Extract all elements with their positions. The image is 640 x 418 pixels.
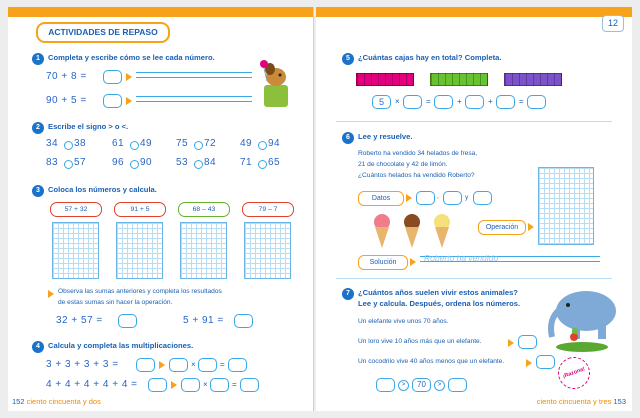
arrow-icon xyxy=(410,258,416,266)
compare-left: 71 xyxy=(240,157,253,168)
page-name-right: ciento cincuenta y tres xyxy=(536,397,612,406)
calc-grid[interactable] xyxy=(52,222,99,279)
ex3-calc-1: 32 + 57 = xyxy=(56,315,103,326)
footer-right xyxy=(537,397,626,406)
arrow-icon xyxy=(171,381,177,389)
equals-sign: = xyxy=(519,97,524,106)
answer-box[interactable] xyxy=(496,95,515,109)
section-header: ACTIVIDADES DE REPASO xyxy=(36,22,170,43)
ex3-calc-2: 5 + 91 = xyxy=(183,315,224,326)
times-sign: × xyxy=(191,360,196,369)
exercise-3-question: Coloca los números y calcula. xyxy=(48,185,157,194)
ice-cream-illustration xyxy=(368,210,456,252)
sign-circle[interactable] xyxy=(194,160,203,169)
page-number-right: 153 xyxy=(613,397,626,406)
answer-box[interactable] xyxy=(103,70,122,84)
ex6-text-2: 21 de chocolate y 42 de limón. xyxy=(358,161,448,168)
sign-circle[interactable] xyxy=(258,160,267,169)
answer-box[interactable] xyxy=(234,314,253,328)
ex7-sentence-1: Un elefante vive unos 70 años. xyxy=(358,318,449,325)
exercise-4-question: Calcula y completa las multiplicaciones. xyxy=(48,341,194,350)
compare-right: 94 xyxy=(268,138,281,149)
right-page xyxy=(316,7,632,411)
equals-sign: = xyxy=(426,97,431,106)
answer-box-filled[interactable]: 5 xyxy=(372,95,391,109)
arrow-icon xyxy=(526,359,532,367)
compare-left: 34 xyxy=(46,138,59,149)
exercise-7-question-2: Lee y calcula. Después, ordena los números. xyxy=(358,299,521,308)
arrow-icon xyxy=(508,339,514,347)
answer-box[interactable] xyxy=(434,95,453,109)
compare-right: 49 xyxy=(140,138,153,149)
compare-right: 65 xyxy=(268,157,281,168)
sign-circle[interactable] xyxy=(194,141,203,150)
exercise-1-question: Completa y escribe cómo se lee cada número. xyxy=(48,53,215,62)
ex7-sentence-3: Un cocodrilo vive 40 años menos que un elefante. xyxy=(358,358,505,365)
compare-left: 83 xyxy=(46,157,59,168)
greater-sign: > xyxy=(434,380,445,391)
box-group xyxy=(504,73,562,86)
operation-pill: 91 + 5 xyxy=(114,202,166,217)
answer-box[interactable] xyxy=(148,378,167,392)
answer-box-filled[interactable]: 70 xyxy=(412,378,431,392)
sign-circle[interactable] xyxy=(64,141,73,150)
answer-box[interactable] xyxy=(169,358,188,372)
ex4-sum-2: 4 + 4 + 4 + 4 + 4 = xyxy=(46,379,138,390)
exercise-4-number: 4 xyxy=(32,341,44,353)
greater-sign: > xyxy=(398,380,409,391)
answer-box[interactable] xyxy=(210,378,229,392)
compare-left: 61 xyxy=(112,138,125,149)
plus-sign: + xyxy=(488,97,493,106)
compare-right: 38 xyxy=(74,138,87,149)
left-page xyxy=(8,7,314,411)
answer-box[interactable] xyxy=(527,95,546,109)
top-bar xyxy=(8,7,313,17)
arrow-icon xyxy=(126,97,132,105)
calc-grid[interactable] xyxy=(180,222,227,279)
solucion-label: Solución xyxy=(358,255,408,270)
times-sign: × xyxy=(395,97,400,106)
datos-label: Datos xyxy=(358,191,404,206)
arrow-icon xyxy=(528,223,534,231)
calc-grid[interactable] xyxy=(538,167,594,245)
operation-pill: 57 + 32 xyxy=(50,202,102,217)
answer-box[interactable] xyxy=(443,191,462,205)
ex1-op-2: 90 + 5 = xyxy=(46,95,87,106)
compare-right: 84 xyxy=(204,157,217,168)
ex7-sentence-2: Un loro vive 10 años más que un elefante. xyxy=(358,338,482,345)
top-bar xyxy=(316,7,632,17)
answer-box[interactable] xyxy=(181,378,200,392)
compare-right: 57 xyxy=(74,157,87,168)
arrow-icon xyxy=(126,73,132,81)
box-group xyxy=(430,73,488,86)
calc-grid[interactable] xyxy=(116,222,163,279)
equals-sign: = xyxy=(232,380,237,389)
arrow-icon xyxy=(159,361,165,369)
answer-box[interactable] xyxy=(376,378,395,392)
exercise-2-question: Escribe el signo > o <. xyxy=(48,122,129,131)
page-number-left: 152 xyxy=(12,397,25,406)
ex6-text-3: ¿Cuántos helados ha vendido Roberto? xyxy=(358,172,475,179)
comma: , xyxy=(437,193,439,200)
answer-box[interactable] xyxy=(228,358,247,372)
sign-circle[interactable] xyxy=(130,160,139,169)
answer-box[interactable] xyxy=(240,378,259,392)
arrow-icon xyxy=(406,194,412,202)
animals-illustration xyxy=(542,285,626,355)
sign-circle[interactable] xyxy=(258,141,267,150)
answer-box[interactable] xyxy=(103,94,122,108)
answer-box[interactable] xyxy=(536,355,555,369)
exercise-5-number: 5 xyxy=(342,53,354,65)
compare-left: 49 xyxy=(240,138,253,149)
calc-grid[interactable] xyxy=(244,222,291,279)
divider xyxy=(336,278,612,279)
ex6-text-1: Roberto ha vendido 34 helados de fresa, xyxy=(358,150,478,157)
box-group xyxy=(356,73,414,86)
reason-stamp: ¡Razona! xyxy=(553,352,594,393)
exercise-6-question: Lee y resuelve. xyxy=(358,132,413,141)
ex3-note-line2: de estas sumas sin hacer la operación. xyxy=(58,299,173,306)
exercise-7-question-1: ¿Cuántos años suelen vivir estos animales? xyxy=(358,288,518,297)
sign-circle[interactable] xyxy=(130,141,139,150)
solution-hint: Roberto ha vendido xyxy=(424,253,499,263)
and-word: y xyxy=(465,194,469,201)
exercise-6-number: 6 xyxy=(342,132,354,144)
arrow-icon xyxy=(48,290,54,298)
dog-illustration xyxy=(258,55,294,111)
answer-box[interactable] xyxy=(403,95,422,109)
ex3-note-line1: Observa las sumas anteriores y completa los resultados xyxy=(58,288,222,295)
operation-pill: 79 – 7 xyxy=(242,202,294,217)
exercise-7-number: 7 xyxy=(342,288,354,300)
exercise-1-number: 1 xyxy=(32,53,44,65)
answer-box[interactable] xyxy=(448,378,467,392)
exercise-2-number: 2 xyxy=(32,122,44,134)
footer-left xyxy=(12,397,101,406)
answer-box[interactable] xyxy=(465,95,484,109)
answer-box[interactable] xyxy=(473,191,492,205)
compare-left: 96 xyxy=(112,157,125,168)
operation-pill: 68 – 43 xyxy=(178,202,230,217)
answer-box[interactable] xyxy=(198,358,217,372)
writing-line[interactable] xyxy=(136,96,252,102)
answer-box[interactable] xyxy=(518,335,537,349)
divider xyxy=(336,121,612,122)
answer-box[interactable] xyxy=(118,314,137,328)
writing-line[interactable] xyxy=(136,72,252,78)
compare-right: 90 xyxy=(140,157,153,168)
compare-right: 72 xyxy=(204,138,217,149)
sign-circle[interactable] xyxy=(64,160,73,169)
answer-box[interactable] xyxy=(136,358,155,372)
exercise-3-number: 3 xyxy=(32,185,44,197)
times-sign: × xyxy=(203,380,208,389)
exercise-5-question: ¿Cuántas cajas hay en total? Completa. xyxy=(358,53,502,62)
plus-sign: + xyxy=(457,97,462,106)
page-tab: 12 xyxy=(602,15,624,32)
operacion-label: Operación xyxy=(478,220,526,235)
ex4-sum-1: 3 + 3 + 3 + 3 = xyxy=(46,359,119,370)
compare-left: 53 xyxy=(176,157,189,168)
compare-left: 75 xyxy=(176,138,189,149)
equals-sign: = xyxy=(220,360,225,369)
ex1-op-1: 70 + 8 = xyxy=(46,71,87,82)
page-name-left: ciento cincuenta y dos xyxy=(26,397,101,406)
answer-box[interactable] xyxy=(416,191,435,205)
